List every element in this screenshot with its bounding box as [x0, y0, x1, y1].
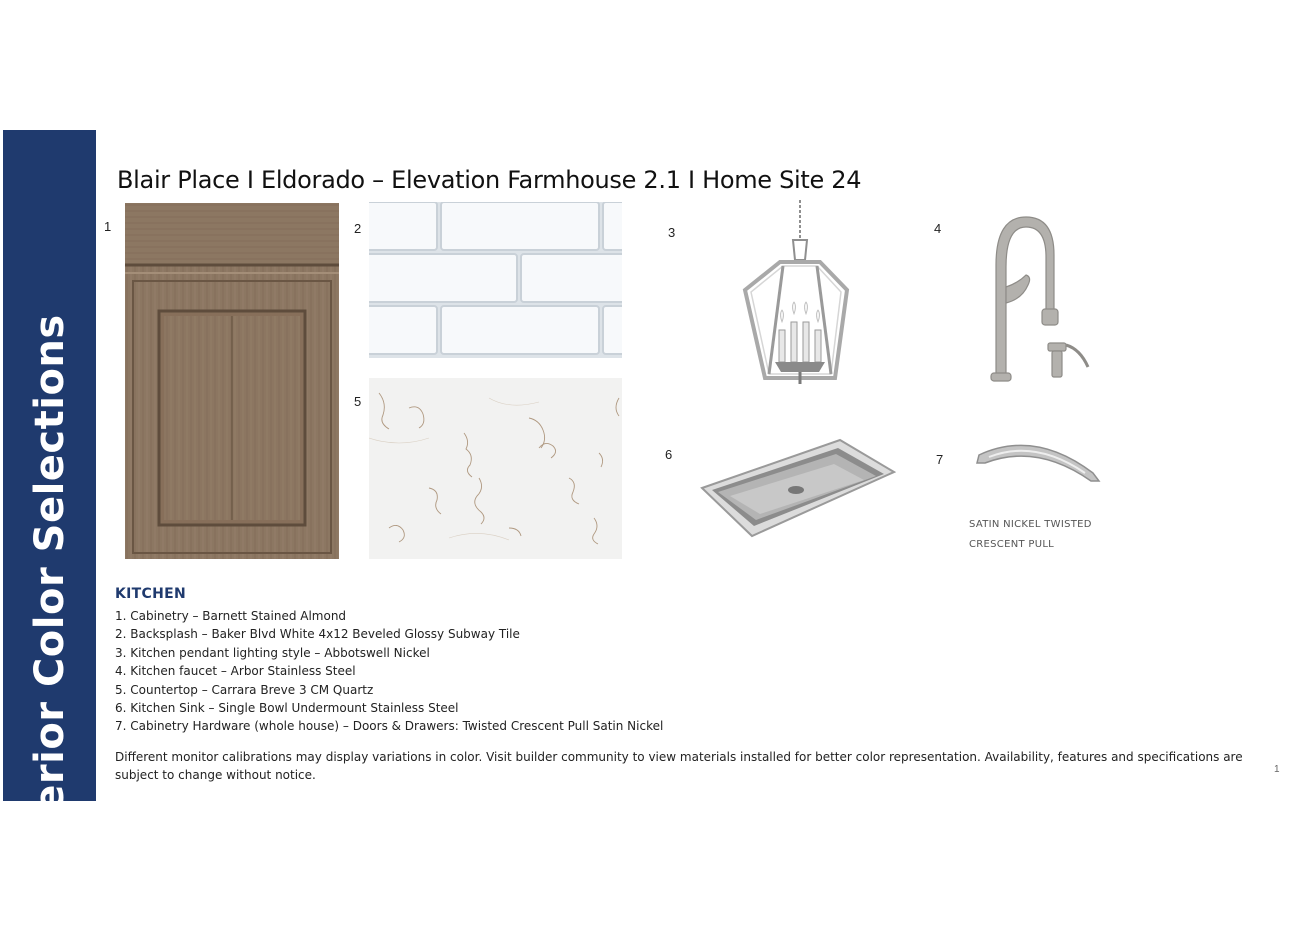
swatch-number-2: 2 [354, 221, 362, 236]
swatch-number-7: 7 [936, 452, 944, 467]
swatch-number-6: 6 [665, 447, 673, 462]
kitchen-heading: KITCHEN [115, 586, 186, 602]
kitchen-faucet-image [980, 205, 1105, 385]
disclaimer-text: Different monitor calibrations may display variations in color. Visit builder community to view materials installed for better color representation. Availability, features and specifications are subject to change without notice. [115, 750, 1243, 782]
pendant-light-image [735, 200, 860, 400]
swatch-number-1: 1 [104, 219, 112, 234]
page-title: Blair Place I Eldorado – Elevation Farmhouse 2.1 I Home Site 24 [117, 166, 862, 194]
sidebar-title: Interior Color Selections [27, 314, 73, 876]
list-item: 4. Kitchen faucet – Arbor Stainless Steel [115, 664, 356, 679]
swatch-number-5: 5 [354, 394, 362, 409]
list-item: 7. Cabinetry Hardware (whole house) – Doors & Drawers: Twisted Crescent Pull Satin Nickel [115, 719, 664, 734]
sidebar-banner [3, 130, 96, 876]
undermount-sink-image [700, 438, 896, 538]
hardware-caption-line-1: SATIN NICKEL TWISTED [969, 519, 1092, 530]
hardware-caption [969, 515, 1092, 555]
crescent-pull-image [975, 433, 1105, 488]
subway-tile-image [369, 202, 622, 358]
kitchen-items-list [115, 607, 663, 736]
quartz-countertop-image [369, 378, 622, 559]
list-item: 3. Kitchen pendant lighting style – Abbotswell Nickel [115, 645, 430, 660]
swatch-number-4: 4 [934, 221, 942, 236]
cabinet-door-image [125, 203, 339, 559]
list-item: 1. Cabinetry – Barnett Stained Almond [115, 609, 347, 623]
list-item: 2. Backsplash – Baker Blvd White 4x12 Beveled Glossy Subway Tile [115, 627, 520, 642]
list-item: 6. Kitchen Sink – Single Bowl Undermount Stainless Steel [115, 701, 459, 716]
hardware-caption-line-2: CRESCENT PULL [969, 539, 1055, 550]
list-item: 5. Countertop – Carrara Breve 3 CM Quartz [115, 682, 374, 697]
page-number: 1 [1274, 764, 1280, 775]
swatch-number-3: 3 [668, 225, 676, 240]
